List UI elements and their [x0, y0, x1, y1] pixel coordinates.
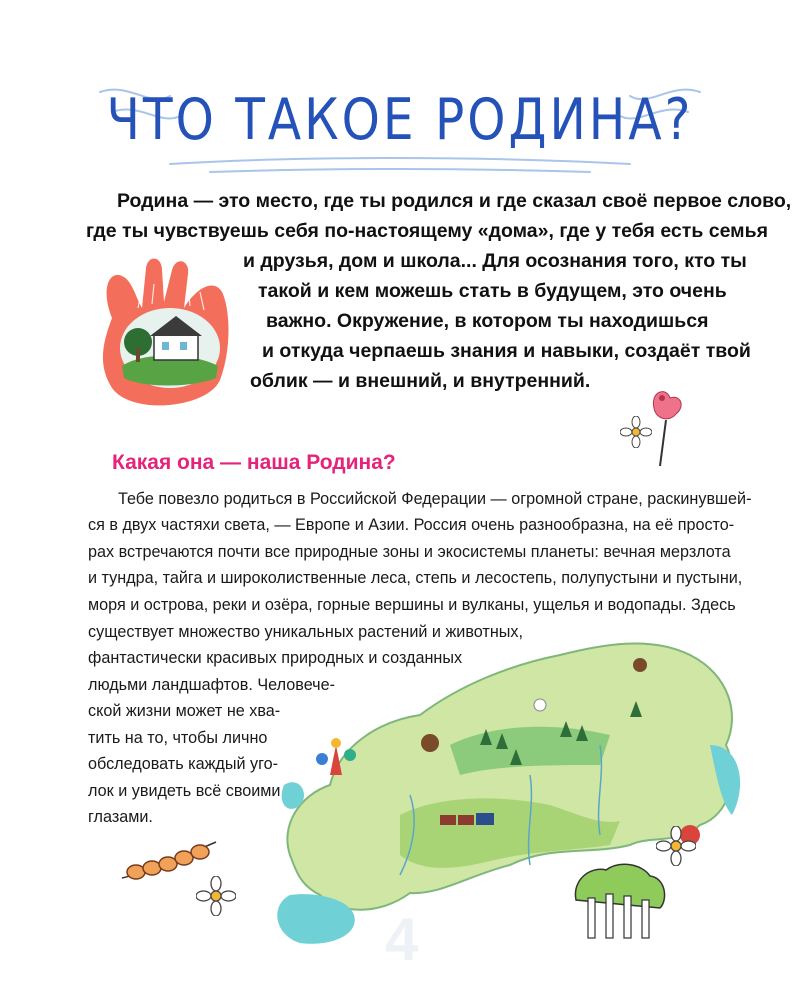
- body-line: лок и увидеть всё своими: [88, 782, 281, 800]
- intro-line: где ты чувствуешь себя по-настоящему «дома», где у тебя есть семья: [86, 220, 768, 242]
- intro-line: такой и кем можешь стать в будущем, это очень: [258, 280, 727, 302]
- hands-house-illustration: [92, 248, 244, 418]
- page-number: 4: [385, 906, 419, 973]
- body-line: людьми ландшафтов. Человече-: [88, 676, 335, 694]
- title-block: [0, 60, 800, 180]
- body-line: ской жизни может не хва-: [88, 702, 281, 720]
- russia-map-illustration: [270, 625, 750, 955]
- body-line: Тебе повезло родиться в Российской Федерации — огромной стране, раскинувшей-: [118, 490, 752, 508]
- body-line: ся в двух частяхи света, — Европе и Азии. Россия очень разнообразна, на её просто-: [88, 516, 735, 534]
- body-line: фантастически красивых природных и созданных: [88, 649, 463, 667]
- body-line: рах встречаются почти все природные зоны и экосистемы планеты: вечная мерзлота: [88, 543, 731, 561]
- birch-trees-icon: [570, 860, 670, 940]
- body-line: существует множество уникальных растений и животных,: [88, 623, 523, 641]
- intro-line: Родина — это место, где ты родился и где сказал своё первое слово,: [117, 190, 792, 212]
- body-line: и тундра, тайга и широколиственные леса, степь и лесостепь, полупустыни и пустыни,: [88, 569, 743, 587]
- daisy-flower-icon: [196, 876, 236, 916]
- body-line: обследовать каждый уго-: [88, 755, 279, 773]
- intro-line: и откуда черпаешь знания и навыки, создаёт твой: [262, 340, 751, 362]
- intro-line: важно. Окружение, в котором ты находишься: [266, 310, 709, 332]
- body-line: моря и острова, реки и озёра, горные вершины и вулканы, ущелья и водопады. Здесь: [88, 596, 736, 614]
- page-title: ЧТО ТАКОЕ РОДИНА?: [106, 86, 694, 153]
- intro-line: и друзья, дом и школа... Для осознания того, кто ты: [243, 250, 747, 272]
- intro-line: облик — и внешний, и внутренний.: [250, 370, 591, 392]
- section-subheading: Какая она — наша Родина?: [112, 451, 396, 474]
- body-line: тить на то, чтобы лично: [88, 729, 268, 747]
- daisy-flower-icon: [620, 416, 652, 448]
- body-line: глазами.: [88, 808, 153, 826]
